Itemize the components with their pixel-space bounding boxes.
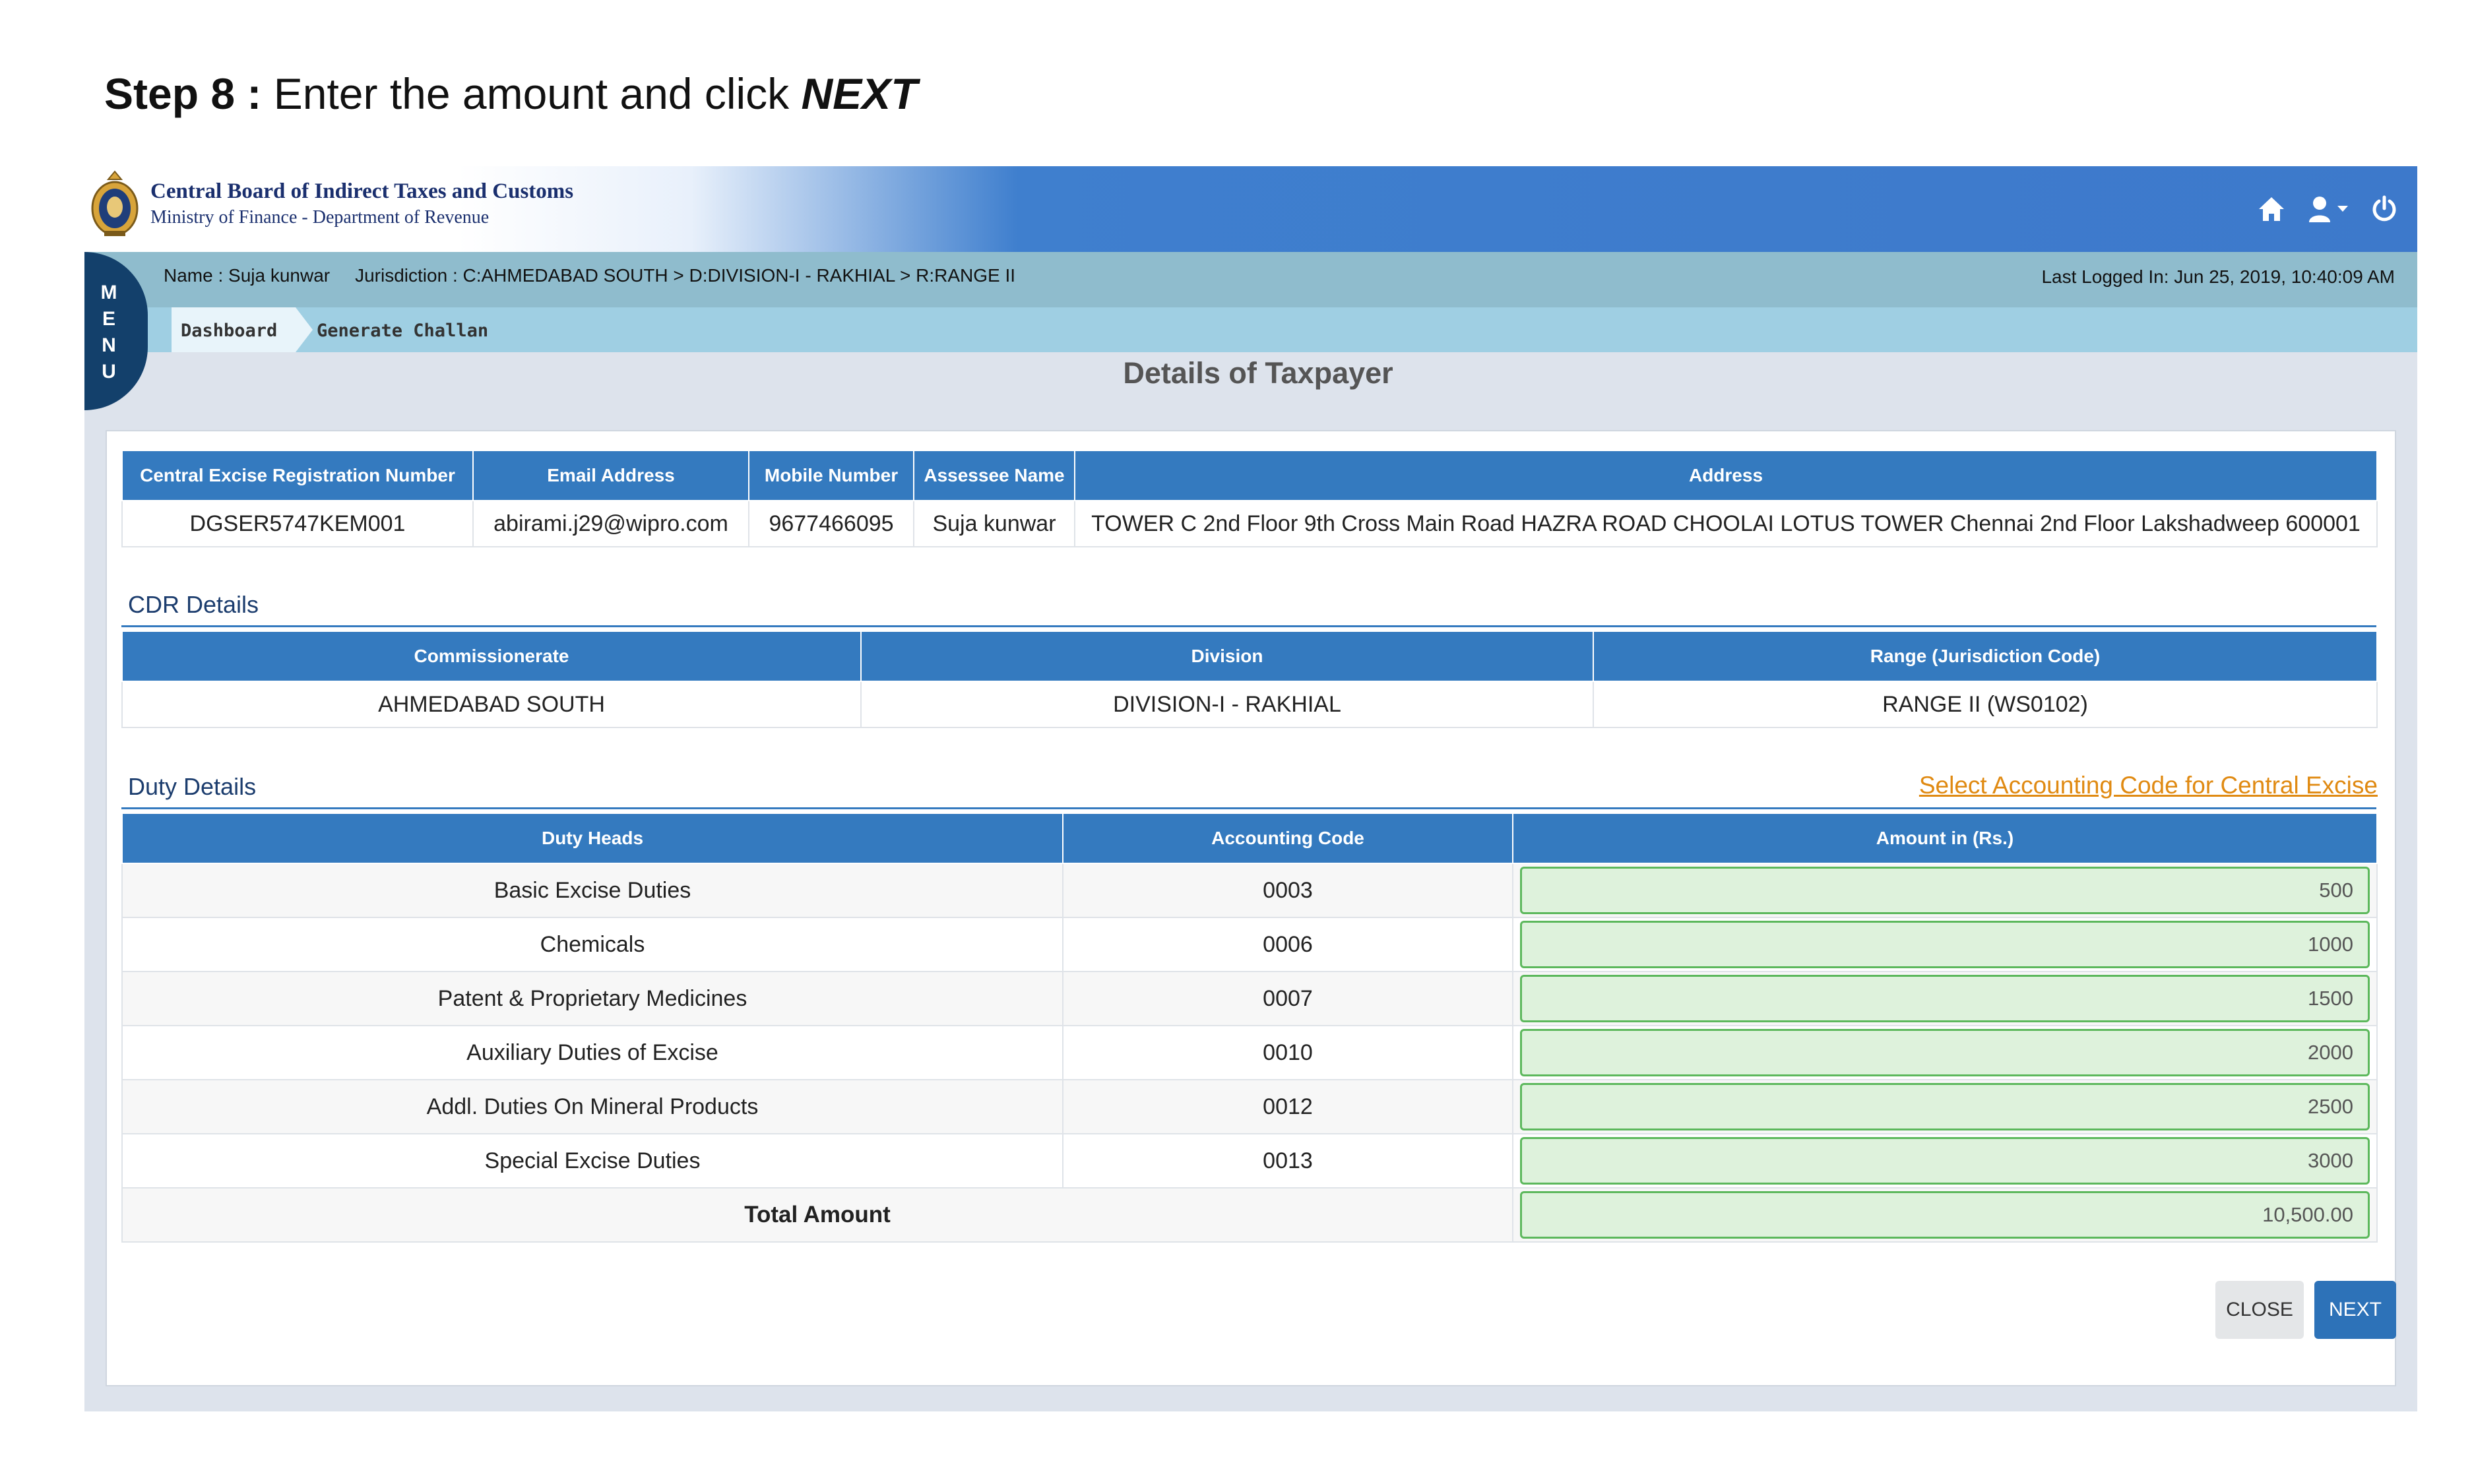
user-info — [164, 265, 1015, 286]
col-registration-number: Central Excise Registration Number — [122, 450, 473, 501]
table-row — [122, 501, 2377, 547]
accounting-code: 0012 — [1063, 1080, 1513, 1134]
step-number: Step 8 : — [104, 69, 262, 118]
header-icons — [2258, 195, 2397, 223]
amount-input[interactable] — [1520, 867, 2370, 914]
col-address: Address — [1075, 450, 2377, 501]
cdr-table — [121, 631, 2378, 728]
section-divider — [121, 807, 2376, 809]
app-header — [84, 166, 2417, 252]
cdr-details-heading: CDR Details — [128, 591, 259, 618]
user-jurisdiction: Jurisdiction : C:AHMEDABAD SOUTH > D:DIVISION-I - RAKHIAL > R:RANGE II — [355, 265, 1016, 286]
accounting-code: 0013 — [1063, 1134, 1513, 1188]
duty-head: Addl. Duties On Mineral Products — [122, 1080, 1063, 1134]
amount-input[interactable] — [1520, 975, 2370, 1022]
col-duty-heads: Duty Heads — [122, 813, 1063, 863]
taxpayer-table — [121, 450, 2378, 547]
select-accounting-code-link[interactable]: Select Accounting Code for Central Excise — [1919, 772, 2378, 799]
table-header-row — [122, 450, 2377, 501]
table-row — [122, 1026, 2377, 1080]
user-info-bar — [84, 252, 2417, 307]
total-amount-field — [1520, 1191, 2370, 1239]
table-row — [122, 681, 2377, 727]
address: TOWER C 2nd Floor 9th Cross Main Road HAZRA ROAD CHOOLAI LOTUS TOWER Chennai 2nd Floor Lakshadweep 600001 — [1075, 501, 2377, 547]
section-divider — [121, 625, 2376, 627]
amount-input[interactable] — [1520, 921, 2370, 968]
duty-table — [121, 813, 2378, 1243]
duty-details-heading: Duty Details — [128, 773, 257, 800]
amount-input[interactable] — [1520, 1083, 2370, 1130]
taxpayer-panel — [106, 430, 2396, 1386]
next-button[interactable]: NEXT — [2314, 1281, 2396, 1339]
user-icon — [2308, 196, 2331, 222]
breadcrumb-generate-challan: Generate Challan — [317, 321, 489, 341]
commissionerate: AHMEDABAD SOUTH — [122, 681, 861, 727]
col-commissionerate: Commissionerate — [122, 631, 861, 681]
last-login: Last Logged In: Jun 25, 2019, 10:40:09 AM — [2041, 266, 2395, 287]
division: DIVISION-I - RAKHIAL — [861, 681, 1593, 727]
amount-input[interactable] — [1520, 1029, 2370, 1076]
menu-label: M E N U — [100, 282, 117, 383]
accounting-code: 0010 — [1063, 1026, 1513, 1080]
breadcrumb-dashboard[interactable]: Dashboard — [172, 307, 296, 352]
org-name: Central Board of Indirect Taxes and Customs — [150, 179, 574, 203]
mobile-number: 9677466095 — [749, 501, 914, 547]
breadcrumb-separator — [296, 307, 313, 352]
col-email: Email Address — [473, 450, 749, 501]
email-address: abirami.j29@wipro.com — [473, 501, 749, 547]
user-menu[interactable] — [2308, 196, 2349, 222]
duty-head: Patent & Proprietary Medicines — [122, 972, 1063, 1026]
step-action-word: NEXT — [801, 69, 918, 118]
duty-head: Chemicals — [122, 917, 1063, 972]
col-assessee-name: Assessee Name — [914, 450, 1075, 501]
assessee-name: Suja kunwar — [914, 501, 1075, 547]
chevron-down-icon — [2337, 205, 2349, 213]
accounting-code: 0006 — [1063, 917, 1513, 972]
duty-head: Basic Excise Duties — [122, 863, 1063, 917]
app-window — [84, 166, 2417, 1411]
table-row — [122, 917, 2377, 972]
range: RANGE II (WS0102) — [1593, 681, 2377, 727]
amount-input[interactable] — [1520, 1137, 2370, 1185]
user-name: Name : Suja kunwar — [164, 265, 331, 286]
power-icon[interactable] — [2371, 195, 2397, 223]
col-accounting-code: Accounting Code — [1063, 813, 1513, 863]
step-instruction: Enter the amount and click — [261, 69, 802, 118]
col-mobile: Mobile Number — [749, 450, 914, 501]
table-header-row — [122, 813, 2377, 863]
accounting-code: 0003 — [1063, 863, 1513, 917]
table-row — [122, 863, 2377, 917]
org-subtitle: Ministry of Finance - Department of Revenue — [150, 207, 490, 228]
step-caption — [104, 69, 918, 119]
close-button[interactable]: CLOSE — [2215, 1281, 2304, 1339]
accounting-code: 0007 — [1063, 972, 1513, 1026]
total-row — [122, 1188, 2377, 1242]
table-row — [122, 1080, 2377, 1134]
duty-head: Auxiliary Duties of Excise — [122, 1026, 1063, 1080]
total-amount-label: Total Amount — [122, 1188, 1513, 1242]
col-range: Range (Jurisdiction Code) — [1593, 631, 2377, 681]
home-icon[interactable] — [2258, 196, 2285, 222]
breadcrumb — [84, 307, 2417, 352]
table-row — [122, 972, 2377, 1026]
page-title: Details of Taxpayer — [1123, 356, 1393, 390]
registration-number: DGSER5747KEM001 — [122, 501, 473, 547]
duty-head: Special Excise Duties — [122, 1134, 1063, 1188]
table-row — [122, 1134, 2377, 1188]
col-amount: Amount in (Rs.) — [1513, 813, 2377, 863]
col-division: Division — [861, 631, 1593, 681]
emblem-icon — [88, 170, 141, 239]
table-header-row — [122, 631, 2377, 681]
